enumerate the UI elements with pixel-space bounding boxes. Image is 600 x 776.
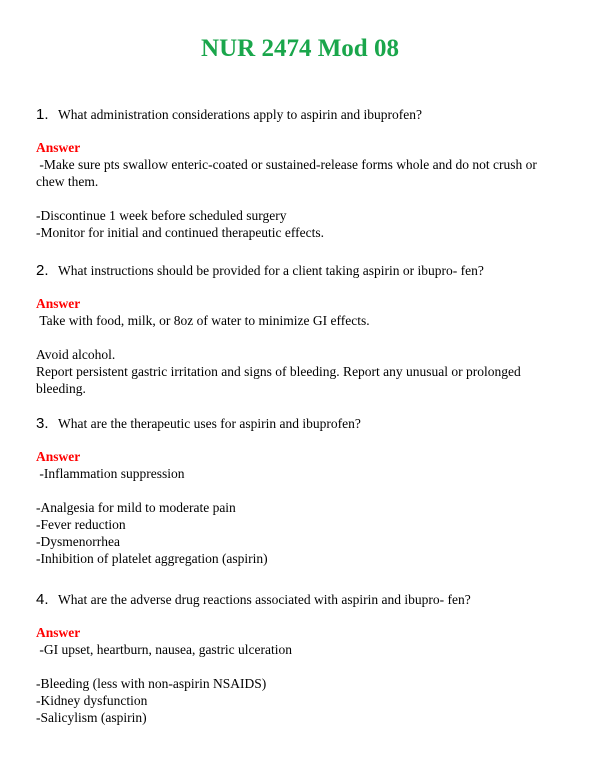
answer-line: Report persistent gastric irritation and signs of bleeding. Report any unusual or prolonged bleeding. [36,364,525,396]
answer-line: -Kidney dysfunction [36,693,148,708]
question-text: What administration considerations apply to aspirin and ibuprofen? [58,107,423,122]
answer-line: -Monitor for initial and continued therapeutic effects. [36,225,325,240]
question-block-4 [36,591,566,726]
question-row [36,262,566,279]
answer-line: -Inhibition of platelet aggregation (aspirin) [36,551,268,566]
question-text: What are the adverse drug reactions associated with aspirin and ibupro- fen? [58,592,471,607]
question-number: 3. [36,415,49,432]
answer-line: -Inflammation suppression [36,466,185,481]
question-number: 4. [36,591,49,608]
question-text: What instructions should be provided for a client taking aspirin or ibupro- fen? [58,263,484,278]
question-text: What are the therapeutic uses for aspirin and ibuprofen? [58,416,361,431]
question-block-2 [36,262,566,397]
answer-line: Avoid alcohol. [36,347,116,362]
answer-line: -Salicylism (aspirin) [36,710,147,725]
question-row [36,415,566,432]
answer-line: -Make sure pts swallow enteric-coated or sustained-release forms whole and do not crush or chew them. [36,157,541,189]
answer-spacer [36,482,566,499]
answer-spacer [36,329,566,346]
question-number: 1. [36,106,49,123]
answer-line: -GI upset, heartburn, nausea, gastric ulceration [36,642,293,657]
answer-label: Answer [36,140,81,155]
question-row [36,106,566,123]
answer-line: -Bleeding (less with non-aspirin NSAIDS) [36,676,267,691]
answer-spacer [36,658,566,675]
answer-label: Answer [36,296,81,311]
question-row [36,591,566,608]
answer-label: Answer [36,449,81,464]
answer-label: Answer [36,625,81,640]
page-title: NUR 2474 Mod 08 [201,35,399,62]
answer-line: -Analgesia for mild to moderate pain [36,500,236,515]
answer-line: -Fever reduction [36,517,126,532]
question-block-1 [36,106,566,241]
question-number: 2. [36,262,49,279]
answer-line: -Dysmenorrhea [36,534,120,549]
answer-line: -Discontinue 1 week before scheduled surgery [36,208,287,223]
question-block-3 [36,415,566,567]
answer-spacer [36,190,566,207]
answer-line: Take with food, milk, or 8oz of water to minimize GI effects. [36,313,370,328]
